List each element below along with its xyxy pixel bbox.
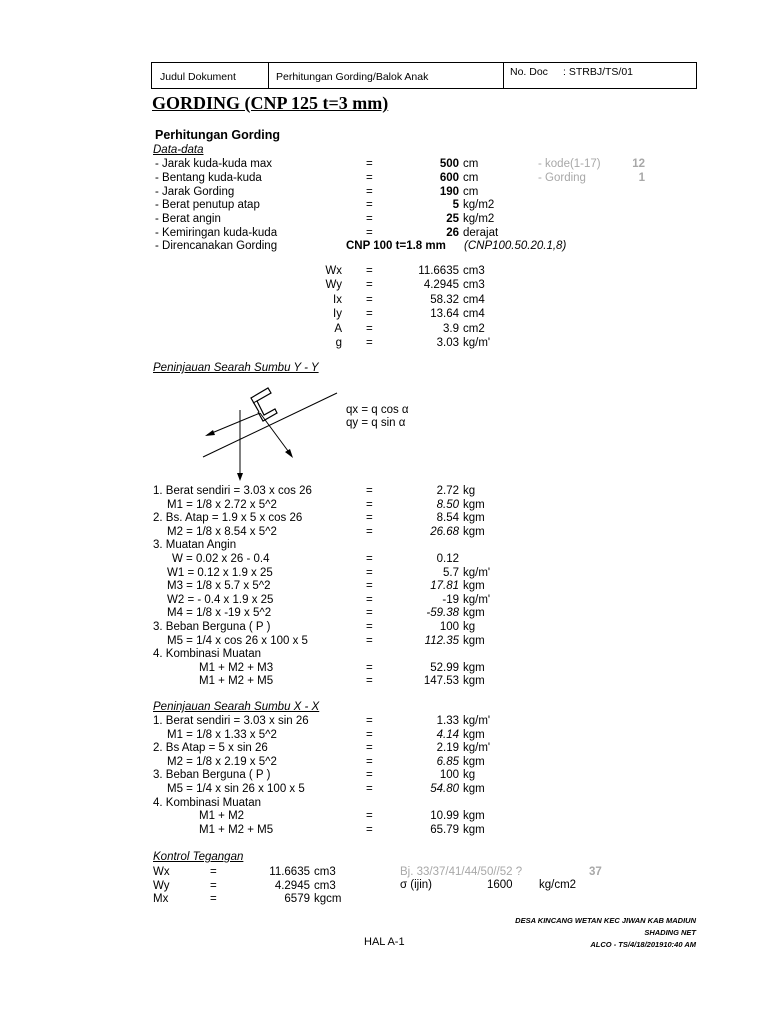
formula-qy: qy = q sin α — [346, 417, 406, 429]
calc-row-eq: = — [366, 729, 373, 741]
data-row-unit: cm — [463, 172, 479, 184]
calc-row-unit: kgm — [463, 756, 485, 768]
calc-row-label: M1 + M2 — [199, 810, 245, 822]
data-row-value: 500 — [439, 158, 459, 170]
data-row-eq: = — [366, 227, 373, 239]
section-title: Perhitungan Gording — [155, 128, 280, 142]
calc-row-eq: = — [366, 769, 373, 781]
calc-row-unit: kg — [463, 769, 476, 781]
calc-row-unit: kg/m' — [463, 715, 491, 727]
calc-row-unit: kgm — [463, 675, 485, 687]
calc-row-label: M2 = 1/8 x 8.54 x 5^2 — [167, 526, 277, 538]
data-row-label: - Berat penutup atap — [155, 199, 260, 211]
calc-row-value: 5.7 — [443, 567, 459, 579]
calc-row-unit: kgm — [463, 783, 485, 795]
direncanakan-value: CNP 100 t=1.8 mm — [346, 240, 446, 252]
prop-eq: = — [366, 265, 373, 277]
calc-row-label: M1 + M2 + M5 — [199, 824, 274, 836]
calc-row-label: W2 = - 0.4 x 1.9 x 25 — [167, 594, 274, 606]
calc-row-label: 2. Bs Atap = 5 x sin 26 — [153, 742, 268, 754]
prop-symbol: Wy — [325, 279, 342, 291]
header-divider-2 — [503, 62, 504, 89]
calc-row-eq: = — [366, 567, 373, 579]
sigma-unit: kg/cm2 — [539, 879, 577, 891]
kontrol-eq: = — [210, 866, 217, 878]
data-row-value: 26 — [446, 227, 459, 239]
calc-row-unit: kgm — [463, 526, 485, 538]
prop-value: 58.32 — [430, 294, 459, 306]
calc-row-value: 147.53 — [423, 675, 459, 687]
kontrol-heading: Kontrol Tegangan — [153, 851, 244, 863]
calc-row-label: W1 = 0.12 x 1.9 x 25 — [167, 567, 273, 579]
calc-row-eq: = — [366, 742, 373, 754]
kontrol-value: 4.2945 — [274, 880, 310, 892]
data-row-label: - Jarak Gording — [155, 186, 235, 198]
calc-row-eq: = — [366, 621, 373, 633]
data-row-label: - Bentang kuda-kuda — [155, 172, 262, 184]
data-row-value: 190 — [439, 186, 459, 198]
calc-row-unit: kg/m' — [463, 742, 491, 754]
data-row-side-value: 1 — [638, 172, 645, 184]
prop-value: 3.03 — [436, 337, 459, 349]
bj-value: 37 — [589, 866, 602, 878]
channel-section — [251, 388, 277, 421]
calc-row-unit: kgm — [463, 499, 485, 511]
sigma-value: 1600 — [487, 879, 513, 891]
calc-row-unit: kgm — [463, 662, 485, 674]
data-row-unit: derajat — [463, 227, 499, 239]
prop-unit: cm4 — [463, 294, 485, 306]
calc-row-value: 2.72 — [436, 485, 459, 497]
calc-row-label: M2 = 1/8 x 2.19 x 5^2 — [167, 756, 277, 768]
calc-row-label: M1 + M2 + M5 — [199, 675, 274, 687]
bj-label: Bj. 33/37/41/44/50//52 ? — [400, 866, 523, 878]
direncanakan-note: (CNP100.50.20.1,8) — [464, 240, 567, 252]
data-row-side-label: - Gording — [538, 172, 586, 184]
prop-value: 4.2945 — [423, 279, 459, 291]
prop-symbol: A — [334, 323, 342, 335]
calc-row-value: 54.80 — [430, 783, 459, 795]
prop-unit: kg/m' — [463, 337, 491, 349]
arrow-down-head — [237, 473, 243, 481]
data-row-unit: cm — [463, 158, 479, 170]
calc-row-label: M5 = 1/4 x sin 26 x 100 x 5 — [167, 783, 305, 795]
header-nodoc-value: : STRBJ/TS/01 — [563, 66, 634, 78]
calc-row-label: M5 = 1/4 x cos 26 x 100 x 5 — [167, 635, 308, 647]
data-row-label: - Berat angin — [155, 213, 221, 225]
calc-row-label: M4 = 1/8 x -19 x 5^2 — [167, 607, 272, 619]
calc-row-value: 100 — [439, 621, 459, 633]
calc-row-eq: = — [366, 553, 373, 565]
calc-row-value: 8.54 — [436, 512, 459, 524]
calc-row-unit: kg — [463, 621, 476, 633]
calc-row-label: 2. Bs. Atap = 1.9 x 5 x cos 26 — [153, 512, 303, 524]
prop-symbol: Wx — [325, 265, 342, 277]
calc-row-value: 0.12 — [436, 553, 459, 565]
prop-eq: = — [366, 294, 373, 306]
calc-row-value: 17.81 — [430, 580, 459, 592]
kontrol-eq: = — [210, 893, 217, 905]
kontrol-symbol: Wx — [153, 866, 170, 878]
calc-row-eq: = — [366, 512, 373, 524]
calc-row-value: 6.85 — [436, 756, 459, 768]
calc-row-eq: = — [366, 756, 373, 768]
page-title: GORDING (CNP 125 t=3 mm) — [152, 93, 389, 113]
calc-row-label: M1 = 1/8 x 1.33 x 5^2 — [167, 729, 277, 741]
calc-row-eq: = — [366, 526, 373, 538]
kontrol-unit: cm3 — [314, 866, 336, 878]
calc-row-value: 100 — [439, 769, 459, 781]
calc-row-value: 2.19 — [436, 742, 459, 754]
calc-row-unit: kgm — [463, 607, 485, 619]
calc-row-eq: = — [366, 485, 373, 497]
data-heading: Data-data — [153, 144, 204, 156]
data-row-unit: kg/m2 — [463, 199, 495, 211]
prop-value: 11.6635 — [418, 265, 459, 277]
header-judul-label: Judul Dokument — [160, 71, 236, 83]
arrow-downright-head — [285, 449, 293, 458]
calc-row-eq: = — [366, 499, 373, 511]
calc-row-value: 65.79 — [430, 824, 459, 836]
calc-row-value: -59.38 — [426, 607, 459, 619]
data-row-side-value: 12 — [632, 158, 645, 170]
calc-row-value: 52.99 — [430, 662, 459, 674]
kontrol-value: 6579 — [284, 893, 310, 905]
calc-row-value: 8.50 — [436, 499, 459, 511]
prop-unit: cm3 — [463, 265, 485, 277]
calc-row-value: 10.99 — [430, 810, 459, 822]
calc-row-eq: = — [366, 662, 373, 674]
sigma-label: σ (ijin) — [400, 879, 433, 891]
calc-row-label: 4. Kombinasi Muatan — [153, 648, 262, 660]
calc-row-value: 112.35 — [424, 635, 459, 647]
calc-row-unit: kg — [463, 485, 476, 497]
calc-row-unit: kgm — [463, 810, 485, 822]
header-divider-1 — [268, 62, 269, 89]
kontrol-symbol: Mx — [153, 893, 169, 905]
arrow-left-line — [207, 413, 260, 435]
arrow-left-head — [205, 430, 215, 436]
data-row-side-label: - kode(1-17) — [538, 158, 601, 170]
prop-symbol: Iy — [333, 308, 342, 320]
calc-row-label: 1. Berat sendiri = 3.03 x sin 26 — [153, 715, 309, 727]
calc-row-eq: = — [366, 594, 373, 606]
xx-heading: Peninjauan Searah Sumbu X - X — [153, 701, 320, 713]
calc-row-label: 1. Berat sendiri = 3.03 x cos 26 — [153, 485, 312, 497]
footer-line2: SHADING NET — [644, 928, 696, 937]
prop-symbol: g — [335, 337, 342, 349]
calc-row-label: 3. Beban Berguna ( P ) — [153, 769, 271, 781]
data-row-label: - Kemiringan kuda-kuda — [155, 227, 278, 239]
data-row-value: 600 — [439, 172, 459, 184]
calc-row-value: 1.33 — [436, 715, 459, 727]
footer-page-number: HAL A-1 — [364, 936, 405, 948]
data-row-eq: = — [366, 213, 373, 225]
data-row-eq: = — [366, 158, 373, 170]
calc-row-label: 3. Muatan Angin — [153, 539, 237, 551]
calc-row-unit: kgm — [463, 580, 485, 592]
roof-slope-line — [203, 393, 337, 457]
calc-row-unit: kgm — [463, 729, 485, 741]
prop-value: 13.64 — [430, 308, 459, 320]
header-judul-value: Perhitungan Gording/Balok Anak — [276, 71, 429, 83]
prop-eq: = — [366, 279, 373, 291]
calc-row-label: M1 + M2 + M3 — [199, 662, 274, 674]
calc-row-unit: kg/m' — [463, 594, 491, 606]
calc-row-value: 26.68 — [430, 526, 459, 538]
calc-row-eq: = — [366, 810, 373, 822]
calc-row-label: 3. Beban Berguna ( P ) — [153, 621, 271, 633]
prop-eq: = — [366, 323, 373, 335]
calc-row-unit: kgm — [463, 512, 485, 524]
kontrol-unit: cm3 — [314, 880, 336, 892]
prop-symbol: Ix — [333, 294, 342, 306]
kontrol-symbol: Wy — [153, 880, 170, 892]
calc-row-unit: kg/m' — [463, 567, 491, 579]
data-row-eq: = — [366, 172, 373, 184]
kontrol-unit: kgcm — [314, 893, 342, 905]
gording-diagram — [195, 385, 345, 490]
kontrol-value: 11.6635 — [269, 866, 310, 878]
footer-line3: ALCO - TS/4/18/201910:40 AM — [590, 940, 696, 949]
calc-row-eq: = — [366, 635, 373, 647]
data-row-eq: = — [366, 199, 373, 211]
prop-eq: = — [366, 308, 373, 320]
calc-row-eq: = — [366, 580, 373, 592]
prop-unit: cm2 — [463, 323, 485, 335]
calc-row-value: -19 — [442, 594, 459, 606]
formula-qx: qx = q cos α — [346, 404, 409, 416]
prop-unit: cm3 — [463, 279, 485, 291]
calc-row-unit: kgm — [463, 824, 485, 836]
prop-eq: = — [366, 337, 373, 349]
calc-row-label: M3 = 1/8 x 5.7 x 5^2 — [167, 580, 271, 592]
calc-row-eq: = — [366, 715, 373, 727]
calc-row-label: 4. Kombinasi Muatan — [153, 797, 262, 809]
data-row-eq: = — [366, 186, 373, 198]
data-row-value: 5 — [452, 199, 459, 211]
prop-value: 3.9 — [443, 323, 459, 335]
yy-heading: Peninjauan Searah Sumbu Y - Y — [153, 362, 319, 374]
direncanakan-label: - Direncanakan Gording — [155, 240, 278, 252]
prop-unit: cm4 — [463, 308, 485, 320]
calc-row-eq: = — [366, 675, 373, 687]
data-row-unit: cm — [463, 186, 479, 198]
calc-row-eq: = — [366, 824, 373, 836]
calc-row-eq: = — [366, 607, 373, 619]
footer-line1: DESA KINCANG WETAN KEC JIWAN KAB MADIUN — [515, 916, 696, 925]
calc-row-eq: = — [366, 783, 373, 795]
data-row-label: - Jarak kuda-kuda max — [155, 158, 272, 170]
arrow-downright-line — [260, 413, 291, 455]
calc-row-label: W = 0.02 x 26 - 0.4 — [172, 553, 270, 565]
data-row-value: 25 — [446, 213, 459, 225]
data-row-unit: kg/m2 — [463, 213, 495, 225]
header-nodoc-label: No. Doc — [510, 66, 548, 78]
kontrol-eq: = — [210, 880, 217, 892]
calc-row-unit: kgm — [463, 635, 485, 647]
calc-row-label: M1 = 1/8 x 2.72 x 5^2 — [167, 499, 277, 511]
calc-row-value: 4.14 — [436, 729, 459, 741]
